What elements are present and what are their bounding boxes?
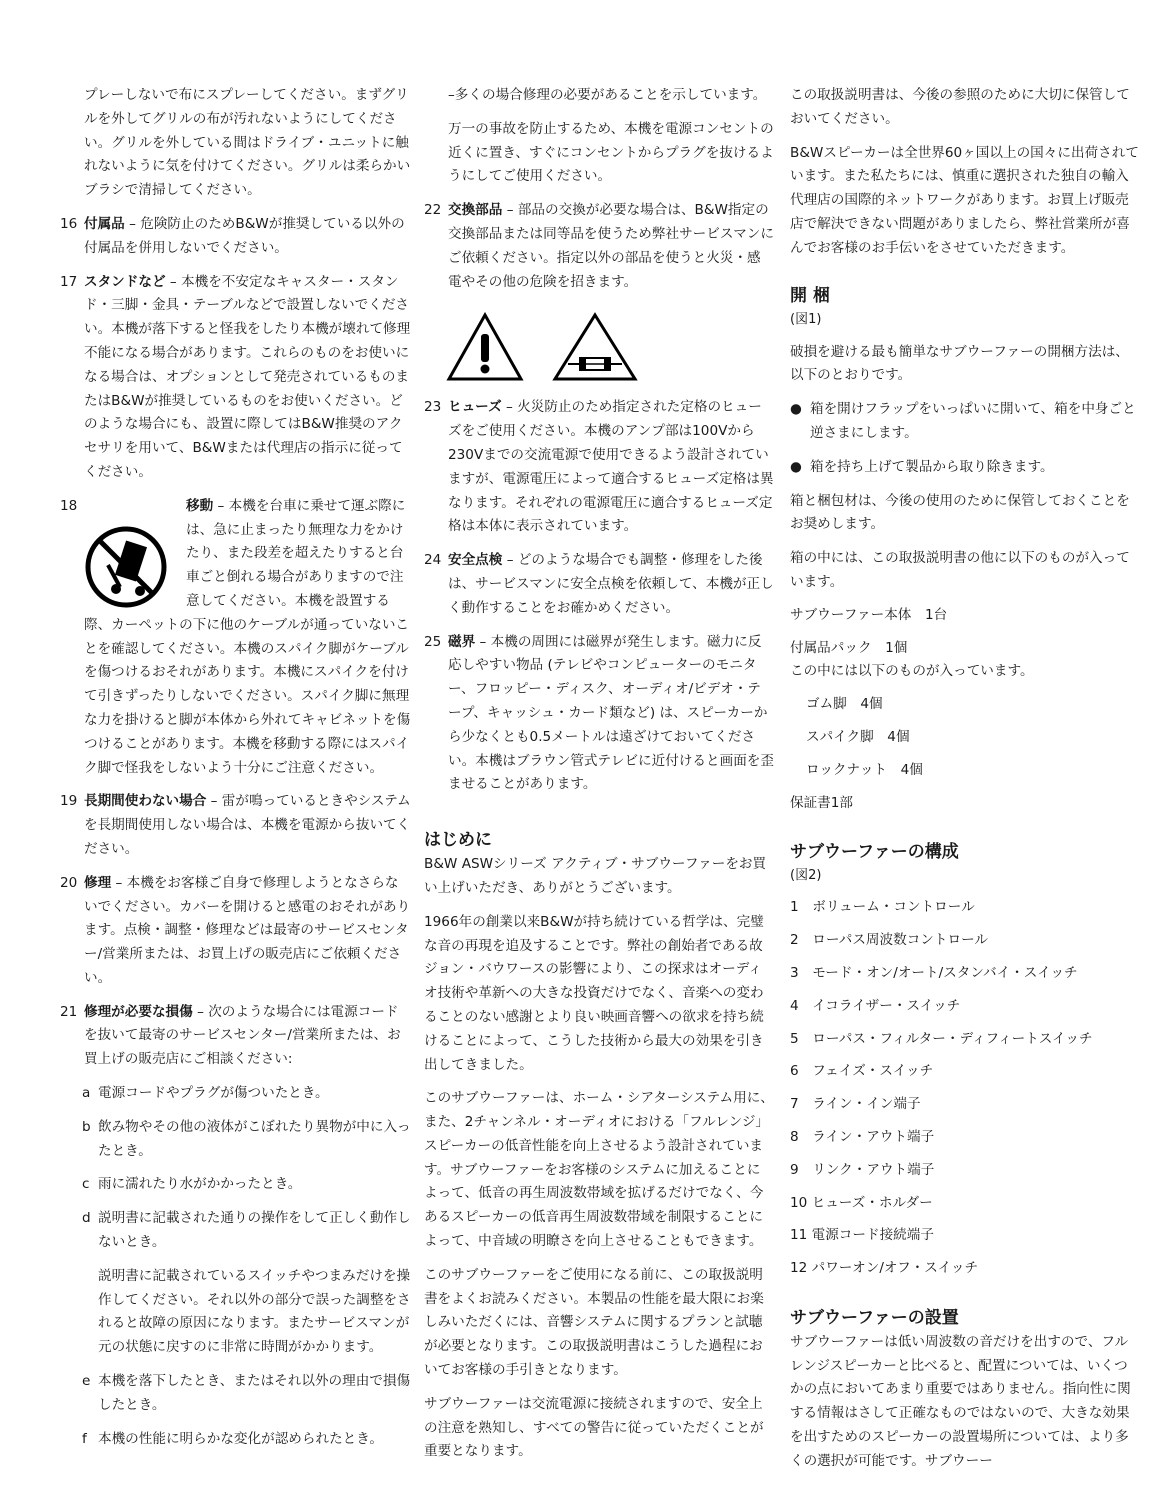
exclamation-warning-icon bbox=[446, 312, 524, 382]
intro-paragraph-2: 1966年の創業以来B&Wが持ち続けている哲学は、完璧な音の再現を追及することです。弊社の創始者である故ジョン・バウワースの影響により、この探求はオーディオ技術や革新への大きな投資だけでなく、音楽への変わることのない感謝とより良い映画音響への欲求を持ち続けることによって、こうした技術から最大の効果を引き出してきました。 bbox=[424, 913, 764, 1073]
case-letter: b bbox=[82, 1118, 91, 1135]
item-text: – 次のような場合には電源コードを抜いて最寄のサービスセンター/営業所または、お買上げの販売店にご相談ください: bbox=[84, 1003, 401, 1068]
unpacking-paragraph: 破損を避ける最も簡単なサブウーファーの開梱方法は、以下のとおりです。 bbox=[790, 343, 1129, 384]
item-text: – 本機を不安定なキャスター・スタンド・三脚・金具・テーブルなどで設置しないでください。本機が落下すると怪我をしたり本機が壊れて修理不能になる場合があります。これらのものをお使いになる場合は、オプションとして発売されているものまたはB&Wが推奨しているものをお使いください。どのような場合にも、設置に際してはB&W推奨のアクセサリを用いて、B&Wまたは代理店の指示に従ってください。 bbox=[84, 273, 411, 480]
safety-item-22 bbox=[424, 199, 774, 294]
damage-case-c bbox=[60, 1173, 412, 1197]
safety-item-19 bbox=[60, 790, 412, 861]
safety-item-17 bbox=[60, 271, 412, 485]
item-number: 17 bbox=[60, 273, 78, 290]
safety-item-24 bbox=[424, 549, 774, 620]
case-letter: f bbox=[82, 1430, 87, 1447]
setup-paragraph: サブウーファーは低い周波数の音だけを出すので、フルレンジスピーカーと比べると、配置については、いくつかの点においてあまり重要ではありません。指向性に関する情報はさして正確なものではないので、大きな効果を出すためのスピーカーの設置場所については、より多くの選択が可能です。サブウーー bbox=[790, 1333, 1131, 1469]
damage-case-d-note: 説明書に記載されているスイッチやつまみだけを操作してください。それ以外の部分で誤った調整をされると故障の原因になります。またサービスマンが元の状態に戻すのに非常に時間がかかります。 bbox=[98, 1267, 411, 1356]
contents-main-unit: サブウーファー本体 1台 bbox=[790, 606, 948, 623]
case-letter: c bbox=[82, 1176, 90, 1193]
damage-case-b bbox=[60, 1116, 412, 1164]
unpacking-step-1 bbox=[790, 398, 1140, 446]
item-text: – 火災防止のため指定された定格のヒューズをご使用ください。本機のアンプ部は100Vから230Vまでの交流電源で使用できるよう設計されていますが、電源電圧によって適合するヒューズ定格は異なります。それぞれの電源電圧に適合するヒューズ定格は本体に表示されています。 bbox=[448, 399, 774, 535]
component-item: 9 リンク・アウト端子 bbox=[790, 1161, 935, 1178]
item-title: 長期間使わない場合 bbox=[84, 793, 207, 810]
item-number: 19 bbox=[60, 793, 78, 810]
safety-item-23 bbox=[424, 396, 774, 539]
item-title: 磁界 bbox=[448, 633, 476, 650]
item-number: 25 bbox=[424, 633, 442, 650]
damage-case-f bbox=[60, 1428, 412, 1452]
component-item: 10 ヒューズ・ホルダー bbox=[790, 1194, 933, 1211]
components-heading: サブウーファーの構成 bbox=[790, 842, 959, 863]
component-item: 1 ボリューム・コントロール bbox=[790, 899, 975, 916]
packaging-paragraph: 箱と梱包材は、今後の使用のために保管しておくことをお奨めします。 bbox=[790, 492, 1130, 533]
item-title: 修理 bbox=[84, 874, 112, 891]
component-item: 5 ローパス・フィルター・ディフィートスイッチ bbox=[790, 1030, 1093, 1047]
component-item: 3 モード・オン/オート/スタンバイ・スイッチ bbox=[790, 964, 1078, 981]
trolley-warning-icon bbox=[84, 525, 168, 609]
case-text: 電源コードやプラグが傷ついたとき。 bbox=[98, 1085, 329, 1102]
safety-item-16 bbox=[60, 213, 412, 261]
grille-cleaning-paragraph: プレーしないで布にスプレーしてください。まずグリルを外してグリルの布が汚れないようにしてください。グリルを外している間はドライブ・ユニットに触れないように気を付けてください。グリルは柔らかいブラシで清掃してください。 bbox=[84, 87, 411, 199]
contents-pack-note: この中には以下のものが入っています。 bbox=[790, 663, 1034, 680]
case-letter: d bbox=[82, 1210, 91, 1227]
item-number: 23 bbox=[424, 399, 442, 416]
item-number: 16 bbox=[60, 215, 78, 232]
item-title: 付属品 bbox=[84, 215, 125, 232]
components-figure-ref: (図2) bbox=[790, 868, 822, 884]
case-text: 雨に濡れたり水がかかったとき。 bbox=[98, 1176, 302, 1193]
distribution-paragraph: B&Wスピーカーは全世界60ヶ国以上の国々に出荷されています。また私たちには、慎重に選択された独自の輸入代理店の国際的ネットワークがあります。お買上げ販売店で解決できない問題がありましたら、弊社営業所が喜んでお客様のお手伝いをさせていただきます。 bbox=[790, 144, 1139, 256]
warning-icons bbox=[446, 312, 774, 382]
component-item: 7 ライン・イン端子 bbox=[790, 1096, 921, 1113]
case-letter: e bbox=[82, 1373, 91, 1390]
item-text: – 本機の周囲には磁界が発生します。磁力に反応しやすい物品 (テレビやコンピューターのモニター、フロッピー・ディスク、オーディオ/ビデオ・テープ、キャッシュ・カード類など) は、スピーカーから少なくとも0.5メートルは遠ざけておいてください。本機はブラウン管式テレビに近付けると画面を歪ませることがあります。 bbox=[448, 633, 774, 793]
components-list bbox=[790, 896, 1140, 1281]
damage-case-a bbox=[60, 1082, 412, 1106]
case-text: 説明書に記載された通りの操作をして正しく動作しないとき。 bbox=[98, 1210, 411, 1251]
intro-paragraph-4: このサブウーファーをご使用になる前に、この取扱説明書をよくお読みください。本製品の性能を最大限にお楽しみいただくには、音響システムに関するプランと試聴が必要となります。この取扱説明書はこうした過程においてお客様の手引きとなります。 bbox=[424, 1266, 764, 1379]
warranty-card: 保証書1部 bbox=[790, 794, 854, 811]
component-item: 12 パワーオン/オフ・スイッチ bbox=[790, 1260, 979, 1277]
item-text: – 雷が鳴っているときやシステムを長期間使用しない場合は、本機を電源から抜いてください。 bbox=[84, 793, 411, 857]
column-1 bbox=[60, 84, 412, 1451]
component-item: 11 電源コード接続端子 bbox=[790, 1227, 934, 1244]
bullet-mark: ● bbox=[790, 458, 802, 475]
item-number: 21 bbox=[60, 1003, 78, 1020]
fuse-warning-icon bbox=[552, 312, 638, 382]
safety-item-21 bbox=[60, 1001, 412, 1072]
case-text: 本機を落下したとき、またはそれ以外の理由で損傷したとき。 bbox=[98, 1373, 411, 1413]
item-text: – 危険防止のためB&Wが推奨している以外の付属品を併用しないでください。 bbox=[84, 215, 405, 256]
component-item: 6 フェイズ・スイッチ bbox=[790, 1063, 934, 1080]
column-2 bbox=[424, 84, 774, 1464]
item-title: 移動 bbox=[186, 497, 214, 514]
component-item: 8 ライン・アウト端子 bbox=[790, 1128, 935, 1145]
intro-paragraph-3: このサブウーファーは、ホーム・シアターシステム用に、また、2チャンネル・オーディオにおける「フルレンジ」スピーカーの低音性能を向上させるよう設計されています。サブウーファーをお客様のシステムに加えることによって、低音の再生周波数帯域を拡げるだけでなく、今あるスピーカーの低音再生周波数帯域を制限することによって、中音域の明瞭さを向上させることもできます。 bbox=[424, 1090, 774, 1250]
item-number: 22 bbox=[424, 202, 442, 219]
item-text: – 本機を台車に乗せて運ぶ際には、急に止まったり無理な力をかけたり、また段差を超えたりすると台車ごと倒れる場合がありますので注意してください。本機を設置する際、カーペットの下に他のケーブルが通っていないことを確認してください。本機のスパイク脚がケーブルを傷つけるおそれがあります。本機にスパイクを付けて引きずったりしないでください。スパイク脚に無理な力を掛けると脚が本体から外れてキャビネットを傷つけることがあります。本機を移動する際にはスパイク脚で怪我をしないよう十分にご注意ください。 bbox=[84, 497, 411, 776]
item-title: 安全点検 bbox=[448, 552, 503, 569]
unpacking-heading: 開 梱 bbox=[790, 285, 830, 306]
item-number: 20 bbox=[60, 874, 78, 891]
item-title: 交換部品 bbox=[448, 202, 503, 219]
component-item: 4 イコライザー・スイッチ bbox=[790, 997, 961, 1014]
pack-item-spikes: スパイク脚 4個 bbox=[806, 728, 910, 745]
item-title: スタンドなど bbox=[84, 273, 166, 290]
damage-case-e bbox=[60, 1370, 412, 1418]
unpacking-figure-ref: (図1) bbox=[790, 311, 822, 327]
case-letter: a bbox=[82, 1085, 91, 1102]
intro-paragraph-1: B&W ASWシリーズ アクティブ・サブウーファーをお買い上げいただき、ありがとうございます。 bbox=[424, 856, 767, 896]
contents-paragraph: 箱の中には、この取扱説明書の他に以下のものが入っています。 bbox=[790, 550, 1130, 590]
contents-accessory-pack: 付属品パック 1個 bbox=[790, 639, 908, 656]
intro-paragraph-5: サブウーファーは交流電源に接続されますので、安全上の注意を熟知し、すべての警告に従っていただくことが重要となります。 bbox=[424, 1395, 764, 1460]
outlet-paragraph: 万一の事故を防止するため、本機を電源コンセントの近くに置き、すぐにコンセントからプラグを抜けるようにしてご使用ください。 bbox=[448, 120, 774, 185]
safety-item-18 bbox=[60, 495, 412, 781]
item-number: 24 bbox=[424, 552, 442, 569]
unpacking-step-2 bbox=[790, 456, 1140, 480]
case-text: 飲み物やその他の液体がこぼれたり異物が中に入ったとき。 bbox=[98, 1118, 411, 1159]
safety-item-25 bbox=[424, 631, 774, 798]
component-item: 2 ローパス周波数コントロール bbox=[790, 932, 989, 949]
damage-case-d bbox=[60, 1207, 412, 1255]
column-3 bbox=[790, 84, 1140, 1474]
item-text: – どのような場合でも調整・修理をした後は、サービスマンに安全点検を依頼して、本機が正しく動作することをお確かめください。 bbox=[448, 552, 774, 616]
keep-manual-paragraph: この取扱説明書は、今後の参照のために大切に保管しておいてください。 bbox=[790, 87, 1130, 127]
case-text: 本機の性能に明らかな変化が認められたとき。 bbox=[98, 1430, 383, 1447]
item-text: – 本機をお客様ご自身で修理しようとなさらないでください。カバーを開けると感電のおそれがあります。点検・調整・修理などは最寄のサービスセンター/営業所または、お買上げの販売店にご依頼ください。 bbox=[84, 874, 411, 986]
item-number: 18 bbox=[60, 497, 78, 514]
intro-heading: はじめに bbox=[424, 830, 492, 851]
pack-item-locknuts: ロックナット 4個 bbox=[806, 761, 923, 778]
safety-item-20 bbox=[60, 872, 412, 991]
step-text: 箱を持ち上げて製品から取り除きます。 bbox=[810, 458, 1054, 475]
pack-item-rubber-feet: ゴム脚 4個 bbox=[806, 696, 883, 713]
item-title: 修理が必要な損傷 bbox=[84, 1003, 193, 1020]
bullet-mark: ● bbox=[790, 401, 802, 418]
step-text: 箱を開けフラップをいっぱいに開いて、箱を中身ごと逆さまにします。 bbox=[810, 401, 1136, 441]
repair-indication-paragraph: –多くの場合修理の必要があることを示しています。 bbox=[448, 87, 767, 103]
item-title: ヒューズ bbox=[448, 399, 502, 416]
item-text: – 部品の交換が必要な場合は、B&W指定の交換部品または同等品を使うため弊社サービスマンにご依頼ください。指定以外の部品を使うと火災・感電やその他の危険を招きます。 bbox=[448, 202, 774, 290]
setup-heading: サブウーファーの設置 bbox=[790, 1307, 959, 1328]
